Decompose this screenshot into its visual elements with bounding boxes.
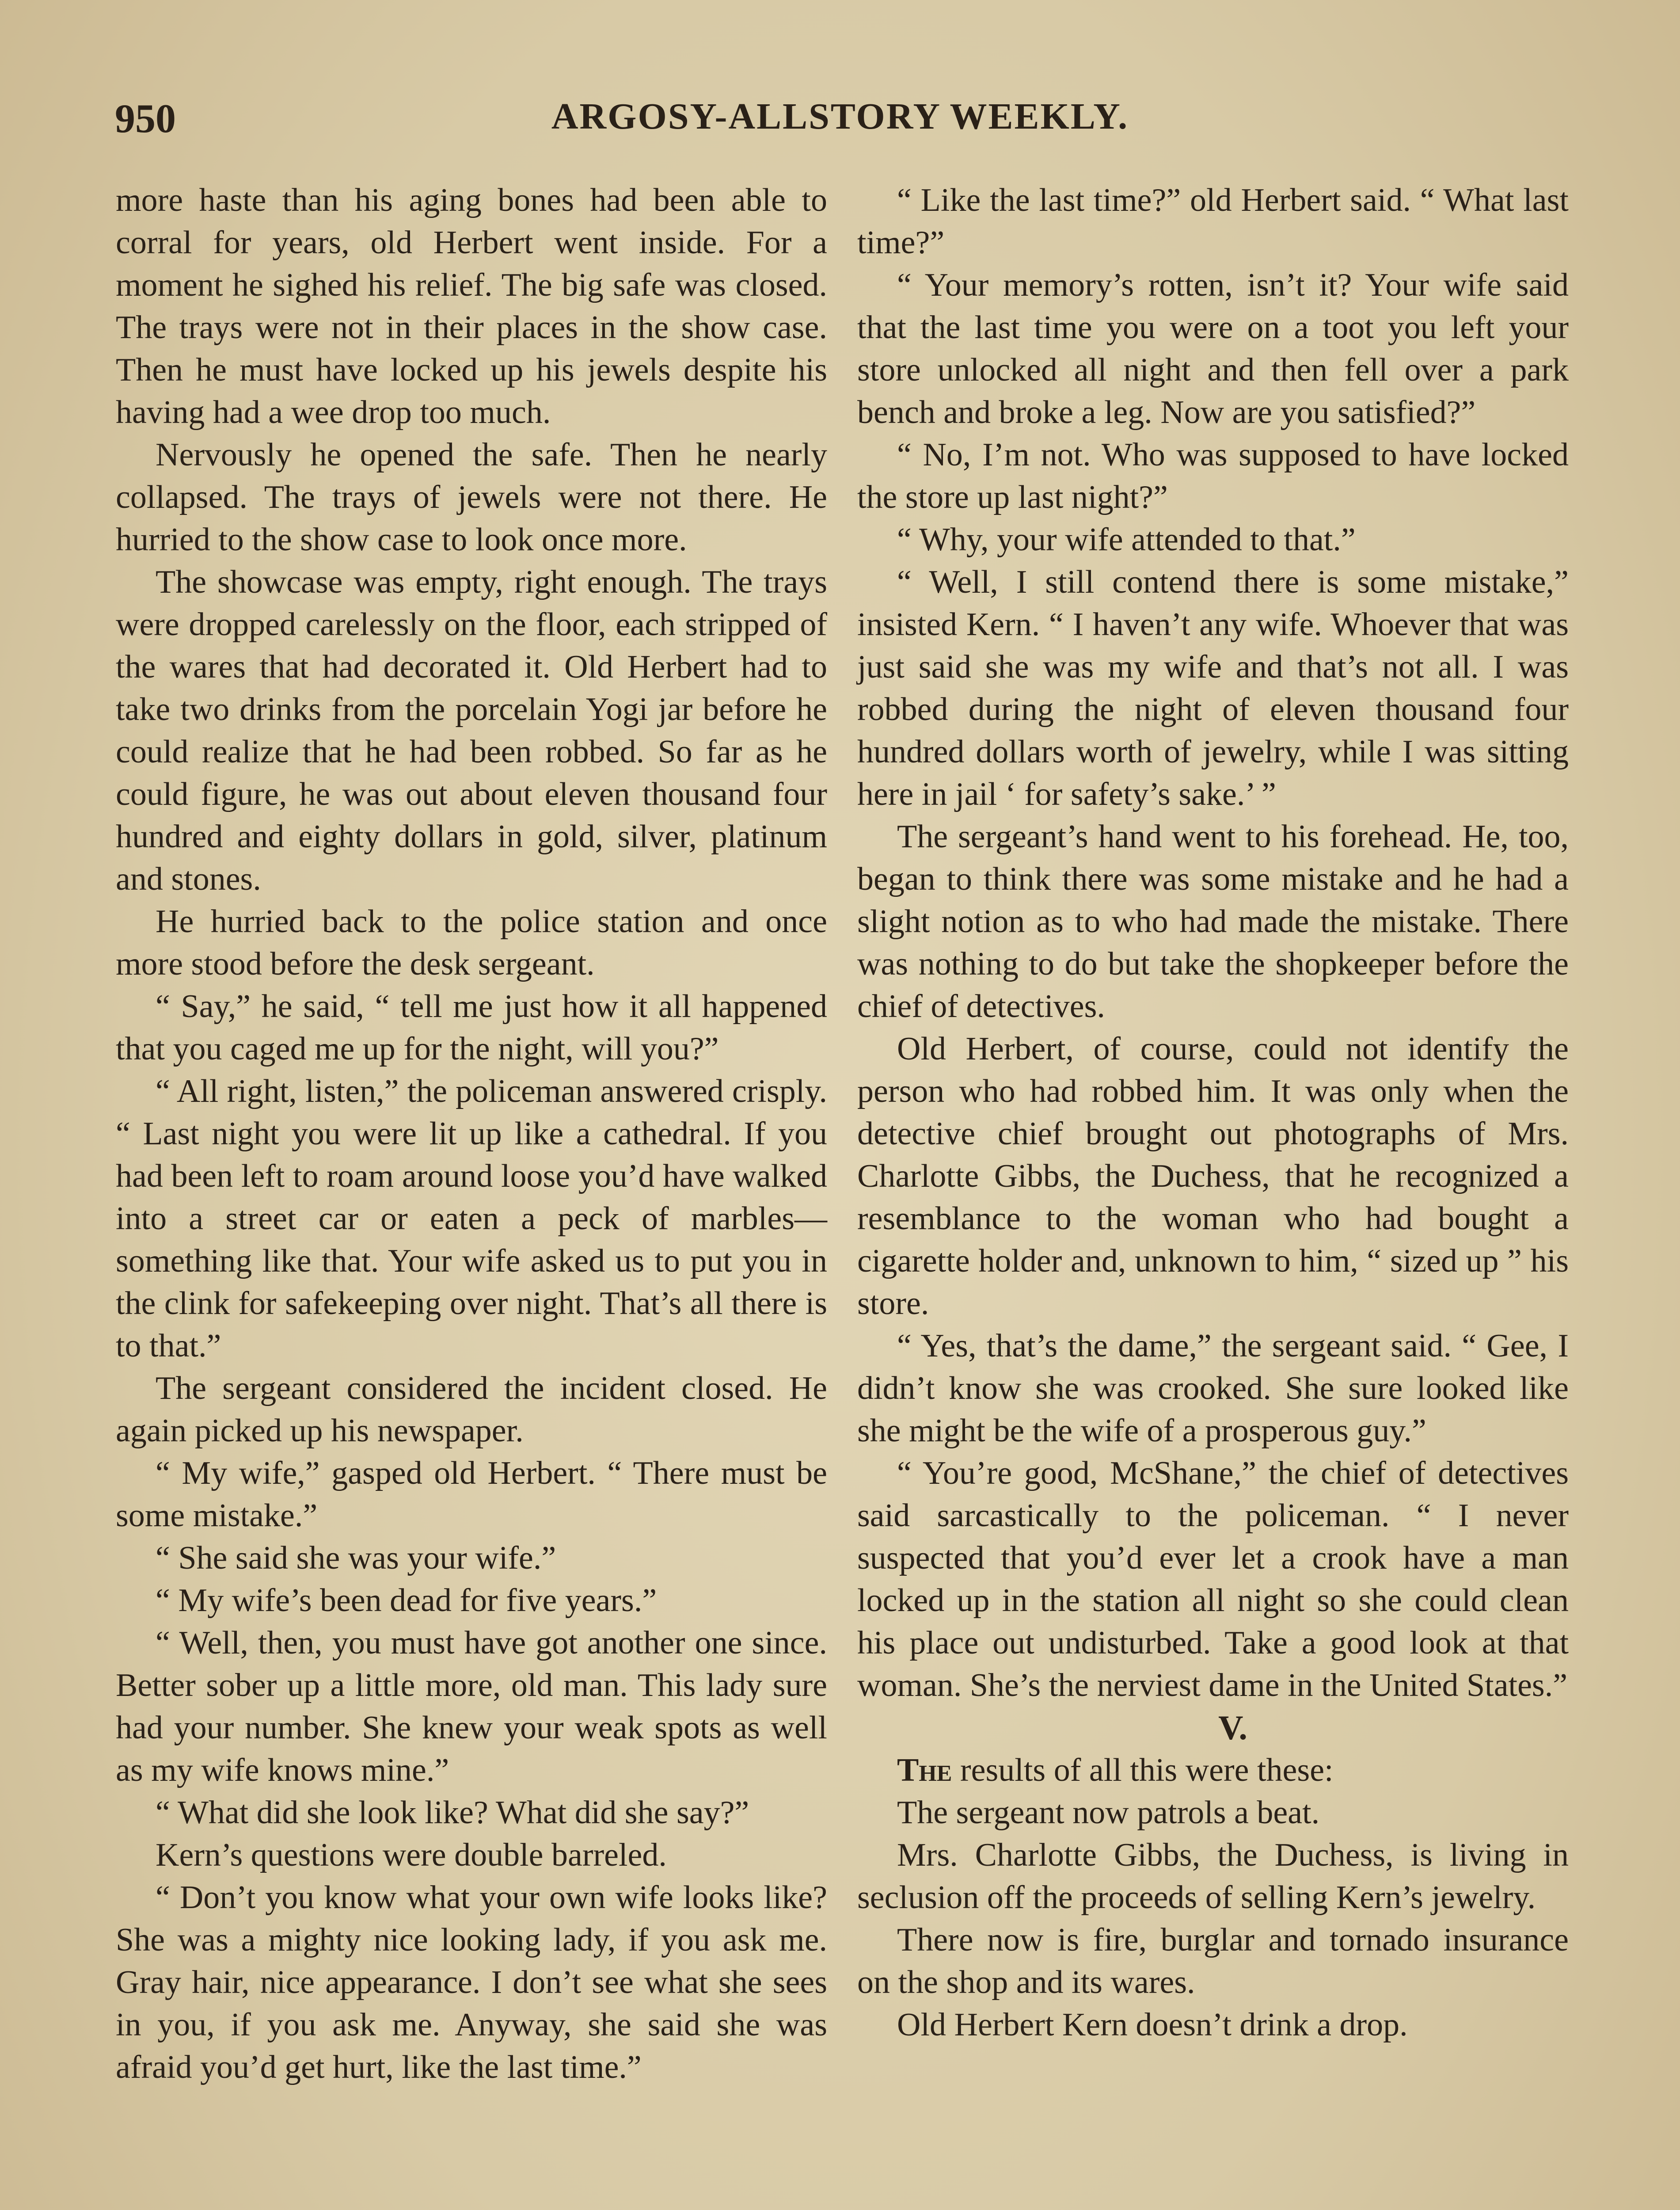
paragraph: Old Herbert, of course, could not identify the person who had robbed him. It was only when the detective chief brought out photographs of Mrs. Charlotte Gibbs, the Duchess, that he recognized a resemblance to the woman who had bought a cigarette holder and, unknown to him, “ sized up ” his store. <box>857 1031 1569 1322</box>
paragraph: “ What did she look like? What did she say?” <box>156 1795 749 1831</box>
page-number: 950 <box>115 96 176 141</box>
section-heading: V. <box>1218 1708 1247 1747</box>
paragraph: Kern’s questions were double barreled. <box>156 1837 667 1873</box>
paragraph: The showcase was empty, right enough. The trays were dropped carelessly on the floor, each stripped of the wares that had decorated it. Old Herbert had to take two drinks from the porcelain Yogi jar before he could realize that he had been robbed. So far as he could figure, he was out about eleven thousand four hundred and eighty dollars in gold, silver, platinum and stones. <box>116 564 827 897</box>
paragraph: Nervously he opened the safe. Then he nearly collapsed. The trays of jewels were not there. He hurried to the show case to look once more. <box>116 437 827 558</box>
paragraph: more haste than his aging bones had been able to corral for years, old Herbert went inside. For a moment he sighed his relief. The big safe was closed. The trays were not in their places in the show case. Then he must have locked up his jewels despite his having had a wee drop too much. <box>116 182 827 431</box>
section-first-word: The <box>897 1752 952 1788</box>
page-header <box>115 95 1565 148</box>
paragraph: “ You’re good, McShane,” the chief of detectives said sarcastically to the policeman. “ I never suspected that you’d ever let a crook have a man locked up in the station all night so she could clean his place out undisturbed. Take a good look at that woman. She’s the nerviest dame in the United States.” <box>857 1455 1569 1703</box>
right-column <box>857 179 1569 2046</box>
paragraph: “ Say,” he said, “ tell me just how it all happened that you caged me up for the night, will you?” <box>116 988 827 1067</box>
paragraph: “ Yes, that’s the dame,” the sergeant said. “ Gee, I didn’t know she was crooked. She sure looked like she might be the wife of a prosperous guy.” <box>857 1328 1569 1449</box>
paragraph: There now is fire, burglar and tornado insurance on the shop and its wares. <box>857 1922 1569 2000</box>
left-column <box>116 179 827 2088</box>
paragraph: “ No, I’m not. Who was supposed to have locked the store up last night?” <box>857 437 1569 515</box>
paragraph: The sergeant considered the incident closed. He again picked up his newspaper. <box>116 1370 827 1449</box>
section-opening-paragraph <box>857 1749 1569 1791</box>
paragraph: “ Don’t you know what your own wife looks like? She was a mighty nice looking lady, if you ask me. Gray hair, nice appearance. I don’t see what she sees in you, if you ask me. Anyway, she said she was afraid you’d get hurt, like the last time.” <box>116 1879 827 2085</box>
paragraph: “ My wife’s been dead for five years.” <box>156 1582 657 1619</box>
section-first-rest: results of all this were these: <box>952 1752 1334 1788</box>
paragraph: “ She said she was your wife.” <box>156 1540 556 1576</box>
paragraph: “ My wife,” gasped old Herbert. “ There must be some mistake.” <box>116 1455 827 1534</box>
paragraph: “ Why, your wife attended to that.” <box>897 522 1356 558</box>
paragraph: Old Herbert Kern doesn’t drink a drop. <box>897 2007 1408 2043</box>
paragraph: Mrs. Charlotte Gibbs, the Duchess, is living in seclusion off the proceeds of selling Kern’s jewelry. <box>857 1837 1569 1916</box>
paragraph: He hurried back to the police station and once more stood before the desk sergeant. <box>116 903 827 982</box>
paragraph: The sergeant’s hand went to his forehead. He, too, began to think there was some mistake and he had a slight notion as to who had made the mistake. There was nothing to do but take the shopkeeper before the chief of detectives. <box>857 819 1569 1025</box>
paragraph: “ Your memory’s rotten, isn’t it? Your wife said that the last time you were on a toot you left your store unlocked all night and then fell over a park bench and broke a leg. Now are you satisfied?” <box>857 267 1569 431</box>
paragraph: The sergeant now patrols a beat. <box>897 1795 1320 1831</box>
paragraph: “ Like the last time?” old Herbert said. “ What last time?” <box>857 182 1569 261</box>
paragraph: “ All right, listen,” the policeman answered crisply. “ Last night you were lit up like a cathedral. If you had been left to roam around loose you’d have walked into a street car or eaten a peck of marbles—something like that. Your wife asked us to put you in the clink for safekeeping over night. That’s all there is to that.” <box>116 1073 827 1364</box>
paragraph: “ Well, I still contend there is some mistake,” insisted Kern. “ I haven’t any wife. Whoever that was just said she was my wife and that’s not all. I was robbed during the night of eleven thousand four hundred dollars worth of jewelry, while I was sitting here in jail ‘ for safety’s sake.’ ” <box>857 564 1569 812</box>
running-title: ARGOSY-ALLSTORY WEEKLY. <box>551 96 1129 137</box>
paragraph: “ Well, then, you must have got another one since. Better sober up a little more, old man. This lady sure had your number. She knew your weak spots as well as my wife knows mine.” <box>116 1625 827 1788</box>
